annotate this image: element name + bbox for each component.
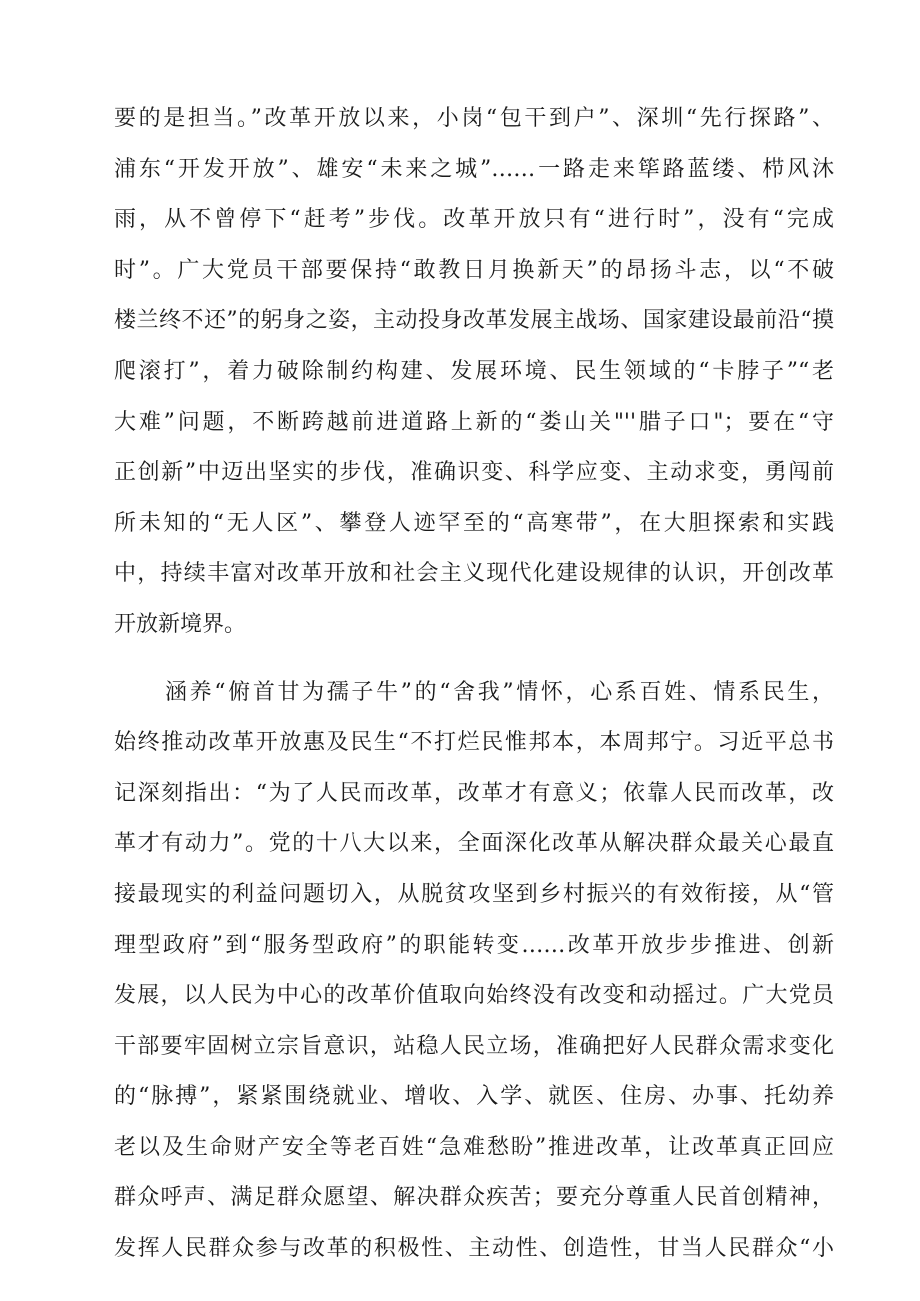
text-line: 的“脉搏”，紧紧围绕就业、增收、入学、就医、住房、办事、托幼养: [114, 1084, 834, 1110]
text-line: 发挥人民群众参与改革的积极性、主动性、创造性，甘当人民群众“小: [114, 1236, 834, 1262]
text-line: 开放新境界。: [114, 611, 247, 637]
text-line: 正创新”中迈出坚实的步伐，准确识变、科学应变、主动求变，勇闯前: [114, 460, 834, 486]
paragraph-1: [114, 94, 834, 651]
text-line: 干部要牢固树立宗旨意识，站稳人民立场，准确把好人民群众需求变化: [114, 1033, 834, 1059]
text-line: 接最现实的利益问题切入，从脱贫攻坚到乡村振兴的有效衔接，从“管: [114, 881, 834, 907]
document-body: [114, 94, 834, 1275]
text-line: 中，持续丰富对改革开放和社会主义现代化建设规律的认识，开创改革: [114, 561, 834, 587]
text-line: 浦东“开发开放”、雄安“未来之城”……一路走来筚路蓝缕、栉风沐: [114, 156, 834, 182]
text-line: 革才有动力”。党的十八大以来，全面深化改革从解决群众最关心最直: [114, 831, 834, 857]
text-line: 老以及生命财产安全等老百姓“急难愁盼”推进改革，让改革真正回应: [114, 1134, 834, 1160]
text-line: 时”。广大党员干部要保持“敢教日月换新天”的昂扬斗志，以“不破: [114, 257, 834, 283]
text-line: 所未知的“无人区”、攀登人迹罕至的“高寒带”，在大胆探索和实践: [114, 510, 834, 536]
text-line: 发展，以人民为中心的改革价值取向始终没有改变和动摇过。广大党员: [114, 983, 834, 1009]
paragraph-spacer: [114, 651, 834, 668]
text-line: 记深刻指出：“为了人民而改革，改革才有意义；依靠人民而改革，改: [114, 780, 834, 806]
text-line: 理型政府”到“服务型政府”的职能转变……改革开放步步推进、创新: [114, 932, 834, 958]
text-line: 要的是担当。”改革开放以来，小岗“包干到户”、深圳“先行探路”、: [114, 106, 834, 131]
text-line: 始终推动改革开放惠及民生“不打烂民惟邦本，本周邦宁。习近平总书: [114, 730, 834, 756]
text-line: 雨，从不曾停下“赶考”步伐。改革开放只有“进行时”，没有“完成: [114, 207, 834, 233]
paragraph-2: [114, 668, 834, 1275]
text-line: 爬滚打”，着力破除制约构建、发展环境、民生领域的“卡脖子”“老: [114, 358, 834, 384]
text-line: 涵养“俯首甘为孺子牛”的“舍我”情怀，心系百姓、情系民生，: [165, 679, 834, 705]
text-line: 群众呼声、满足群众愿望、解决群众疾苦；要充分尊重人民首创精神，: [114, 1185, 834, 1211]
text-line: 楼兰终不还”的躬身之姿，主动投身改革发展主战场、国家建设最前沿“摸: [114, 308, 834, 334]
text-line: 大难”问题，不断跨越前进道路上新的“娄山关"''腊子口"；要在“守: [114, 409, 834, 435]
